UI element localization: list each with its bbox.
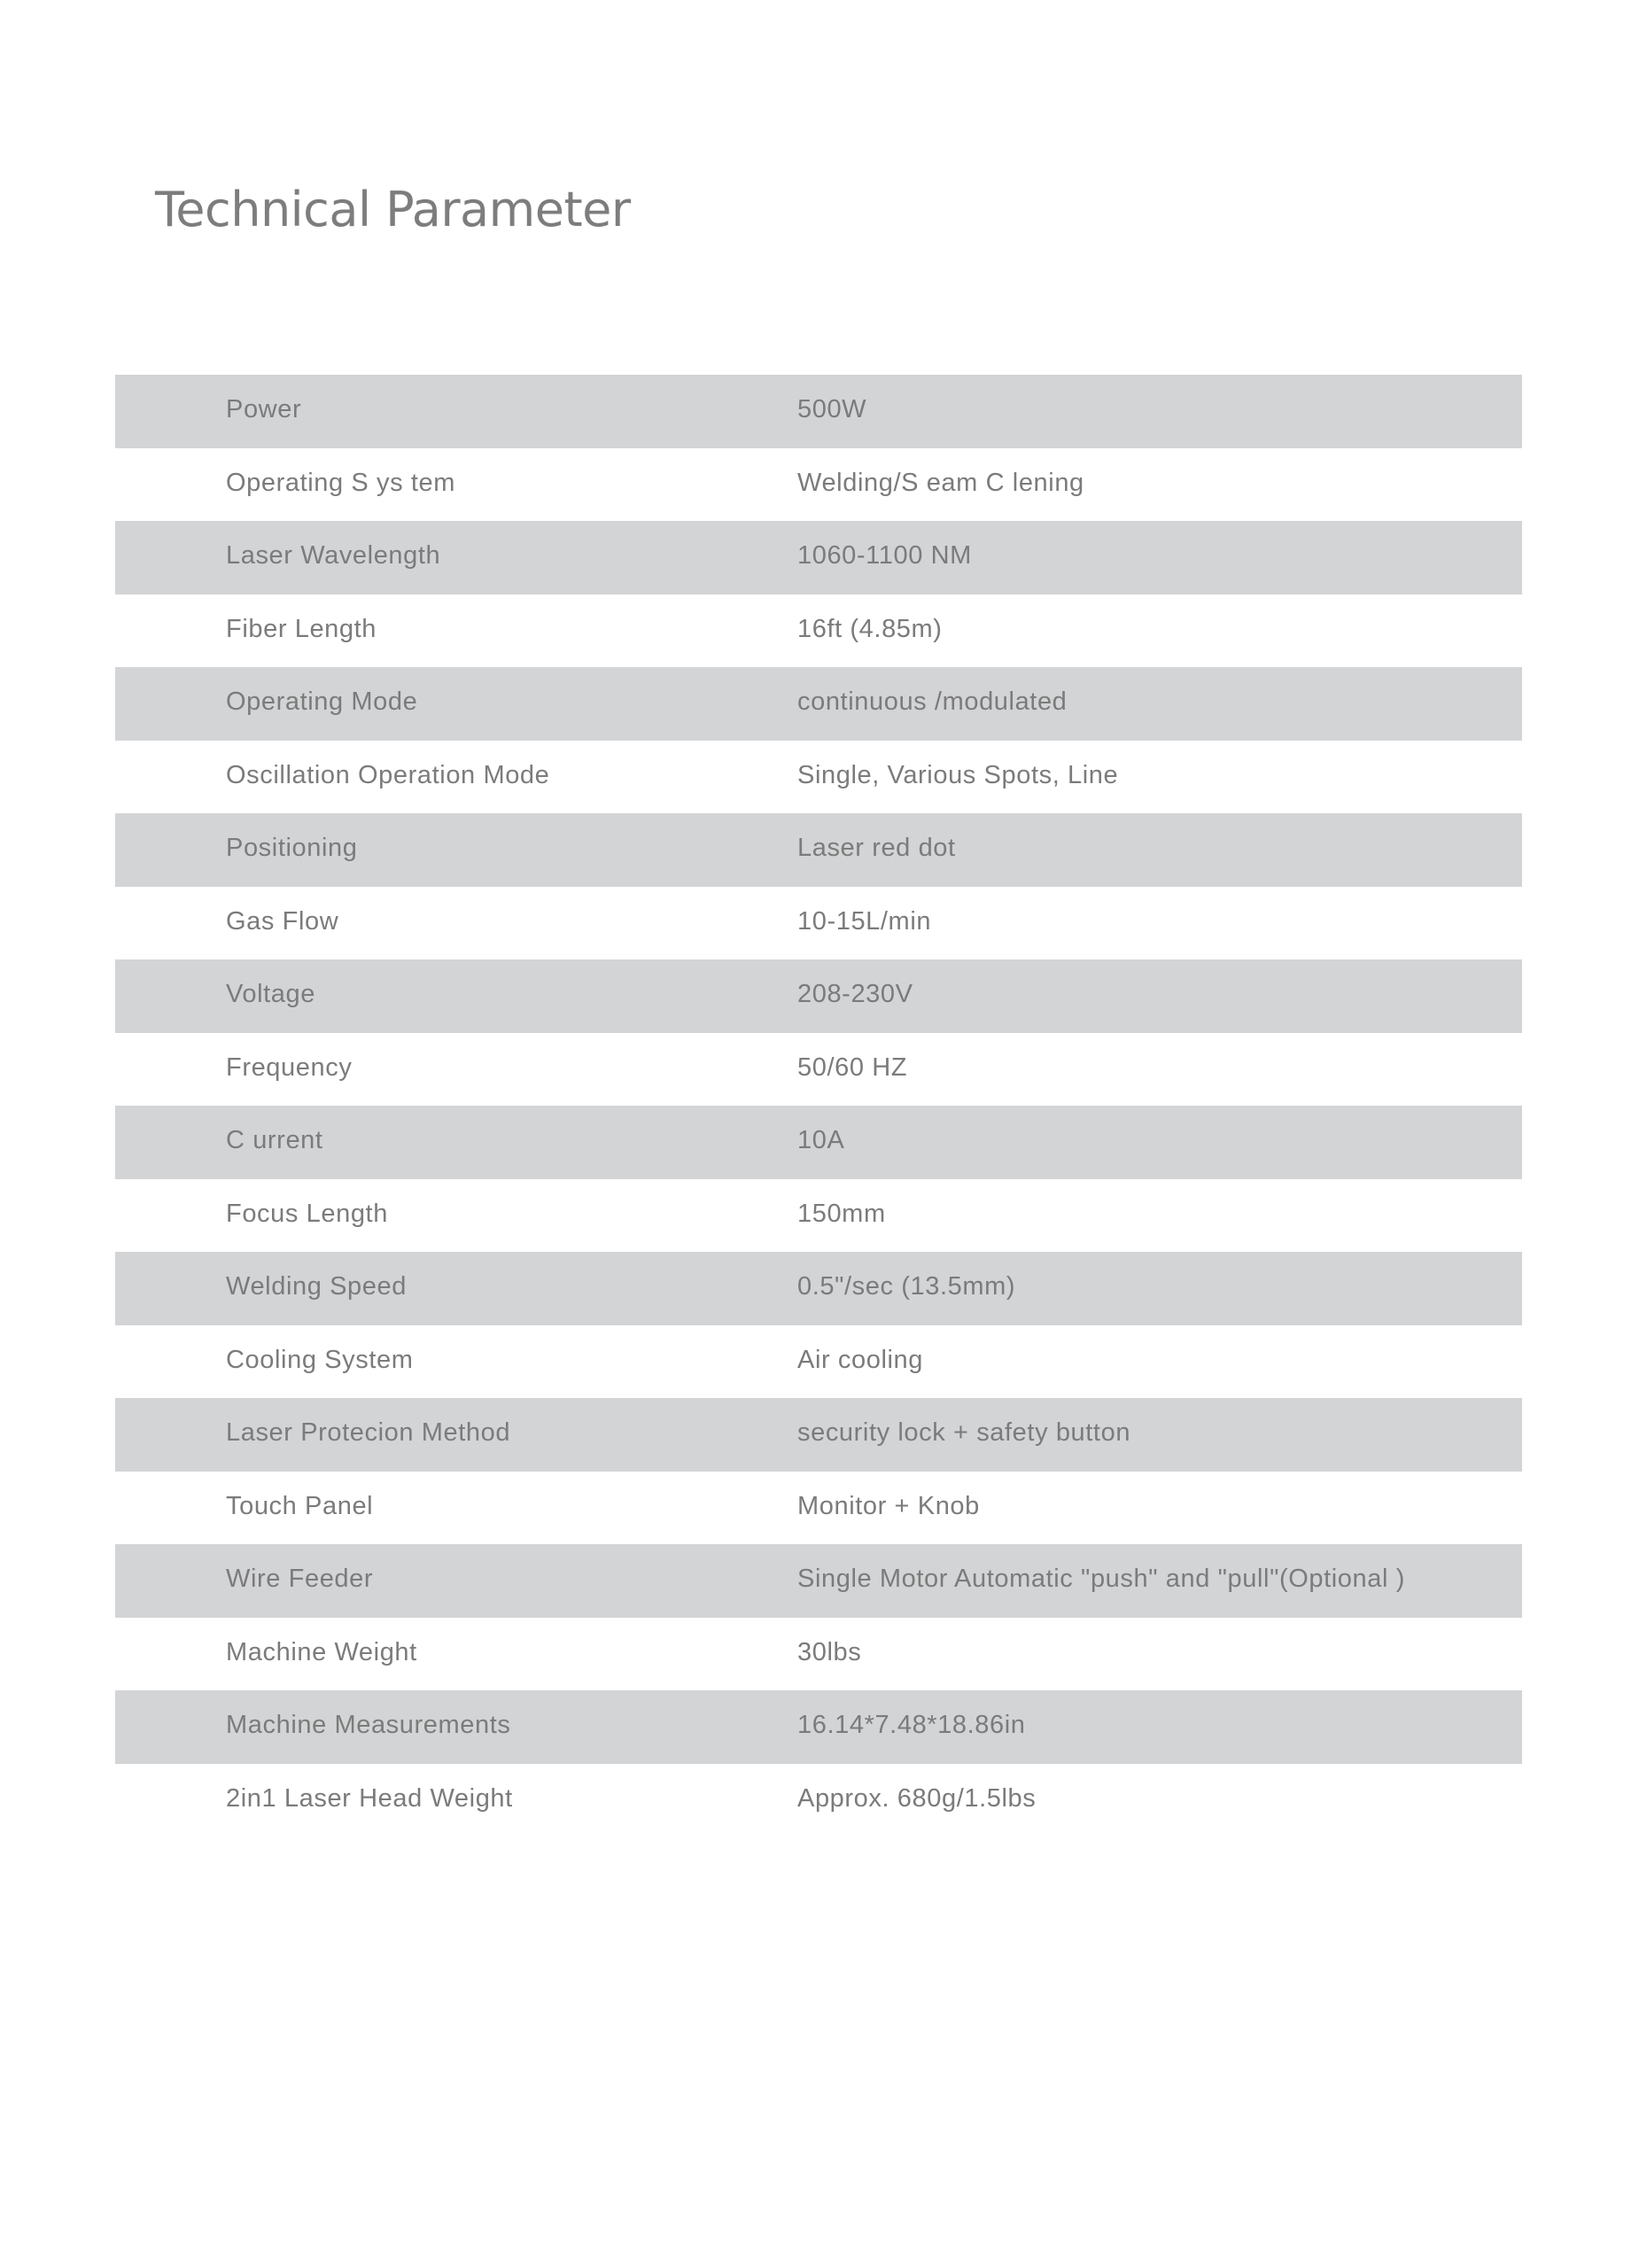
spec-value: 10A: [797, 1126, 845, 1154]
spec-label: Wire Feeder: [226, 1565, 374, 1593]
spec-label: Gas Flow: [226, 906, 339, 936]
spec-row-voltage: [115, 959, 1522, 1033]
spec-row-positioning: [115, 813, 1522, 887]
spec-row-current: [115, 1106, 1522, 1179]
spec-row-laser-head-weight: [115, 1764, 1522, 1837]
spec-value: 16ft (4.85m): [797, 614, 943, 643]
spec-value: Welding/S eam C lening: [797, 468, 1084, 497]
spec-value: 0.5"/sec (13.5mm): [797, 1272, 1016, 1301]
spec-value: 30lbs: [797, 1637, 862, 1666]
spec-row-operating-system: [115, 448, 1522, 522]
spec-row-laser-protection: [115, 1398, 1522, 1472]
spec-row-operating-mode: [115, 667, 1522, 741]
spec-row-laser-wavelength: [115, 521, 1522, 594]
spec-label: Welding Speed: [226, 1272, 407, 1301]
spec-value: 50/60 HZ: [797, 1052, 908, 1082]
spec-label: Frequency: [226, 1052, 353, 1082]
spec-table: [115, 375, 1522, 1837]
spec-label: Voltage: [226, 980, 315, 1008]
spec-label: Operating S ys tem: [226, 468, 456, 497]
spec-label: Machine Measurements: [226, 1711, 511, 1739]
spec-label: Oscillation Operation Mode: [226, 760, 550, 789]
spec-row-focus-length: [115, 1179, 1522, 1253]
spec-row-frequency: [115, 1033, 1522, 1107]
spec-label: Positioning: [226, 834, 358, 862]
spec-value: Air cooling: [797, 1345, 923, 1374]
spec-value: 1060-1100 NM: [797, 541, 972, 570]
spec-row-welding-speed: [115, 1252, 1522, 1325]
spec-label: 2in1 Laser Head Weight: [226, 1783, 513, 1813]
spec-row-power: [115, 375, 1522, 448]
spec-row-wire-feeder: [115, 1544, 1522, 1618]
spec-row-cooling-system: [115, 1325, 1522, 1399]
spec-value: Monitor + Knob: [797, 1491, 980, 1520]
spec-label: C urrent: [226, 1126, 323, 1154]
spec-label: Laser Protecion Method: [226, 1418, 511, 1447]
spec-label: Cooling System: [226, 1345, 414, 1374]
spec-label: Laser Wavelength: [226, 541, 441, 570]
spec-value: security lock + safety button: [797, 1418, 1131, 1447]
spec-value: Single, Various Spots, Line: [797, 760, 1119, 789]
spec-value: 500W: [797, 395, 867, 423]
spec-value: 150mm: [797, 1199, 886, 1228]
spec-label: Machine Weight: [226, 1637, 417, 1666]
spec-value: Single Motor Automatic "push" and "pull"(Optional ): [797, 1565, 1405, 1593]
spec-row-touch-panel: [115, 1472, 1522, 1545]
spec-row-machine-weight: [115, 1618, 1522, 1691]
spec-value: continuous /modulated: [797, 687, 1068, 716]
spec-label: Fiber Length: [226, 614, 377, 643]
spec-row-machine-measurements: [115, 1690, 1522, 1764]
spec-value: 208-230V: [797, 980, 913, 1008]
spec-value: Laser red dot: [797, 834, 956, 862]
spec-value: 16.14*7.48*18.86in: [797, 1711, 1026, 1739]
spec-label: Focus Length: [226, 1199, 388, 1228]
spec-row-fiber-length: [115, 594, 1522, 668]
spec-row-gas-flow: [115, 887, 1522, 960]
spec-label: Operating Mode: [226, 687, 418, 716]
spec-label: Power: [226, 395, 302, 423]
page-title: Technical Parameter: [155, 182, 631, 237]
spec-value: 10-15L/min: [797, 906, 932, 936]
spec-value: Approx. 680g/1.5lbs: [797, 1783, 1037, 1813]
spec-row-oscillation-mode: [115, 741, 1522, 814]
spec-label: Touch Panel: [226, 1491, 374, 1520]
